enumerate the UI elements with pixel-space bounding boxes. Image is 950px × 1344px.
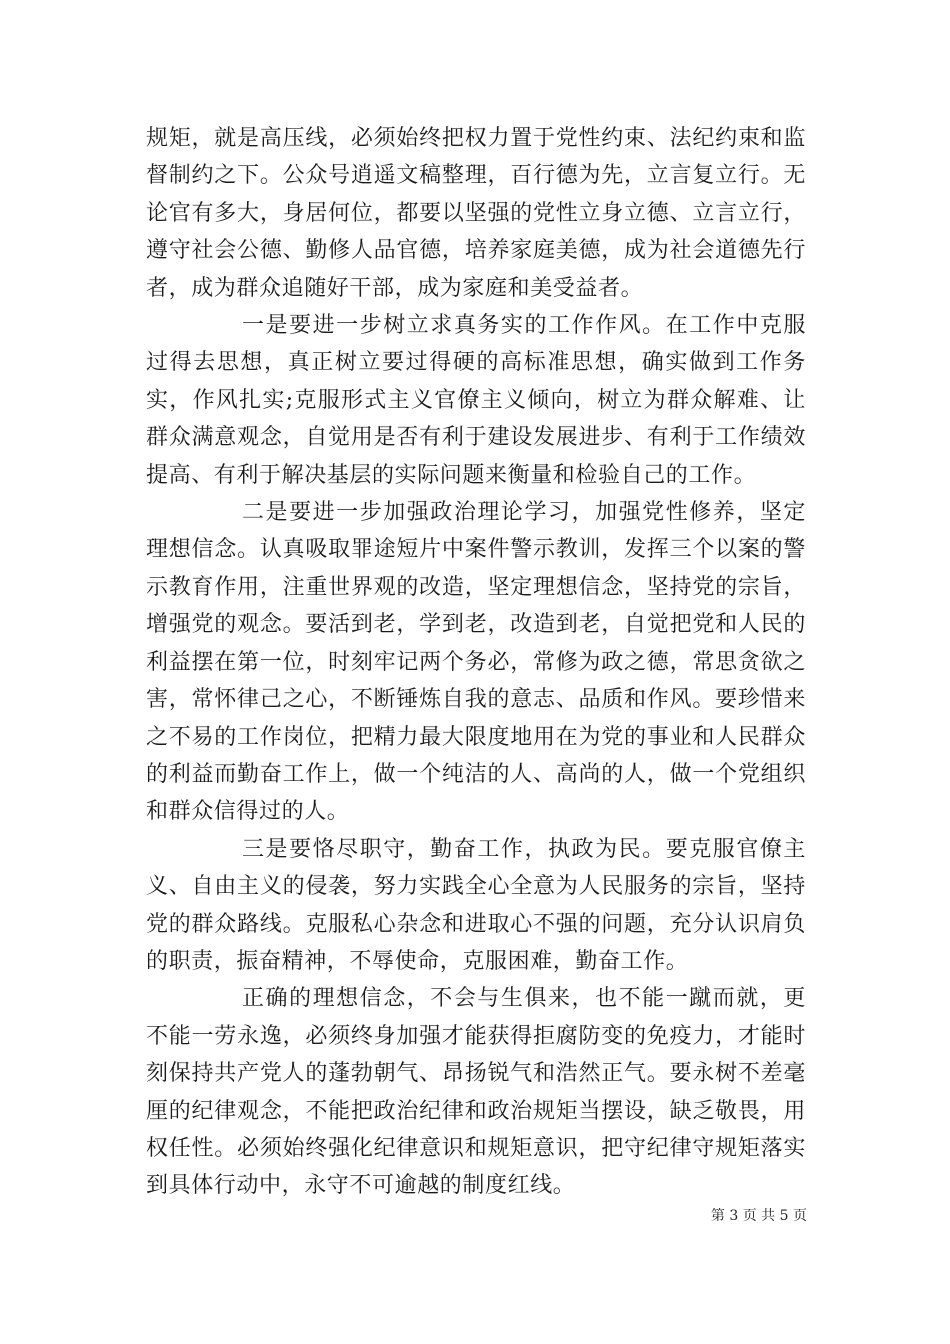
page-number: 第 3 页 共 5 页 (710, 1208, 807, 1224)
paragraph-1: 规矩，就是高压线，必须始终把权力置于党性约束、法纪约束和监督制约之下。公众号逍遥文稿整理，百行德为先，立言复立行。无论官有多大，身居何位，都要以坚强的党性立身立德、立言立行，遵守社会公德、勤修人品官德，培养家庭美德，成为社会道德先行者，成为群众追随好干部，成为家庭和美受益者。 (146, 126, 806, 301)
paragraph-2: 一是要进一步树立求真务实的工作作风。在工作中克服过得去思想，真正树立要过得硬的高标准思想，确实做到工作务实，作风扎实;克服形式主义官僚主义倾向，树立为群众解难、让群众满意观念，自觉用是否有利于建设发展进步、有利于工作绩效提高、有利于解决基层的实际问题来衡量和检验自己的工作。 (146, 313, 806, 488)
document-body (146, 120, 806, 1205)
paragraph-3: 二是要进一步加强政治理论学习，加强党性修养，坚定理想信念。认真吸取罪途短片中案件警示教训，发挥三个以案的警示教育作用，注重世界观的改造，坚定理想信念，坚持党的宗旨，增强党的观念。要活到老，学到老，改造到老，自觉把党和人民的利益摆在第一位，时刻牢记两个务必，常修为政之德，常思贪欲之害，常怀律己之心，不断锤炼自我的意志、品质和作风。要珍惜来之不易的工作岗位，把精力最大限度地用在为党的事业和人民群众的利益而勤奋工作上，做一个纯洁的人、高尚的人，做一个党组织和群众信得过的人。 (146, 500, 806, 825)
paragraph-4: 三是要恪尽职守，勤奋工作，执政为民。要克服官僚主义、自由主义的侵袭，努力实践全心全意为人民服务的宗旨，坚持党的群众路线。克服私心杂念和进取心不强的问题，充分认识肩负的职责，振奋精神，不辱使命，克服困难，勤奋工作。 (146, 836, 806, 974)
paragraph-5: 正确的理想信念，不会与生俱来，也不能一蹴而就，更不能一劳永逸，必须终身加强才能获得拒腐防变的免疫力，才能时刻保持共产党人的蓬勃朝气、昂扬锐气和浩然正气。要永树不差毫厘的纪律观念，不能把政治纪律和政治规矩当摆设，缺乏敬畏，用权任性。必须始终强化纪律意识和规矩意识，把守纪律守规矩落实到具体行动中，永守不可逾越的制度红线。 (146, 986, 806, 1199)
